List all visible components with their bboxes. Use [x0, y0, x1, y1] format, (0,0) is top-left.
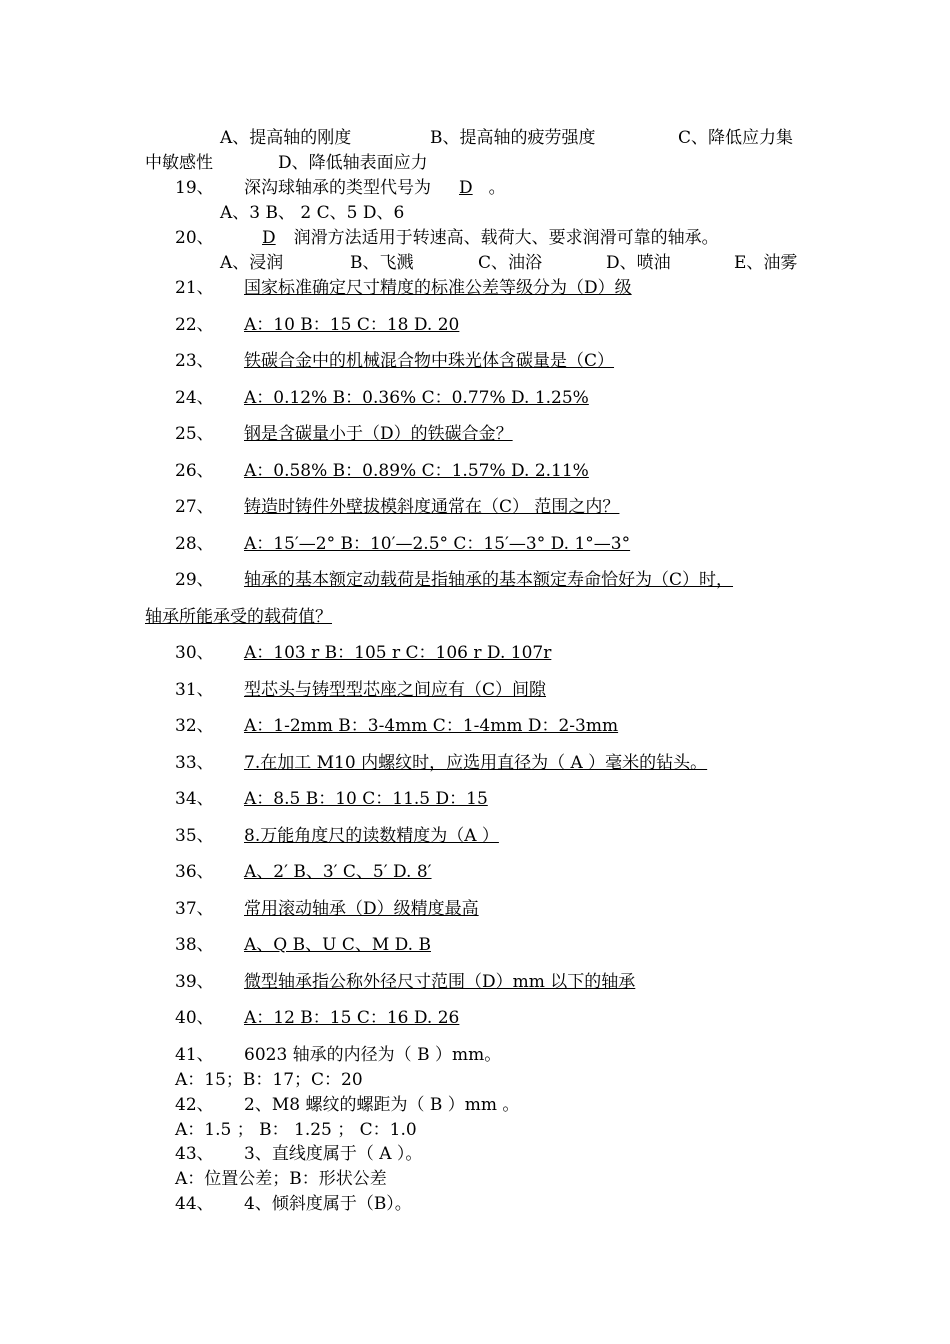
question-number: 44、 — [175, 1194, 214, 1214]
option-a: A、浸润 — [220, 253, 284, 273]
option-b: B、提高轴的疲劳强度 — [430, 128, 596, 148]
question-43-options: A：位置公差；B：形状公差 — [175, 1169, 387, 1189]
question-number: 31、 — [175, 680, 214, 700]
question-number: 37、 — [175, 899, 214, 919]
question-number: 19、 — [175, 178, 214, 198]
question-37: 常用滚动轴承（D）级精度最高 — [244, 899, 479, 919]
question-number: 20、 — [175, 228, 214, 248]
question-number: 28、 — [175, 534, 214, 554]
question-28: A：15′—2° B：10′—2.5° C：15′—3° D. 1°—3° — [244, 534, 631, 554]
answer-blank — [431, 178, 489, 198]
question-number: 24、 — [175, 388, 214, 408]
question-40: A：12 B：15 C：16 D. 26 — [244, 1008, 460, 1028]
question-21: 国家标准确定尺寸精度的标准公差等级分为（D）级 — [244, 278, 632, 298]
option-d: D、降低轴表面应力 — [278, 153, 428, 173]
answer-blank — [244, 228, 294, 248]
question-22: A：10 B：15 C：18 D. 20 — [244, 315, 460, 335]
question-36: A、2′ B、3′ C、5′ D. 8′ — [244, 862, 432, 882]
option-d: D、喷油 — [606, 253, 671, 273]
question-number: 22、 — [175, 315, 214, 335]
question-19 — [244, 178, 506, 198]
question-26: A：0.58% B：0.89% C：1.57% D. 2.11% — [244, 461, 589, 481]
option-c-cont: 中敏感性 — [145, 153, 213, 173]
question-41-options: A：15；B：17；C：20 — [175, 1070, 363, 1090]
question-39: 微型轴承指公称外径尺寸范围（D）mm 以下的轴承 — [244, 972, 636, 992]
question-number: 29、 — [175, 570, 214, 590]
question-number: 41、 — [175, 1045, 214, 1065]
question-35: 8.万能角度尺的读数精度为（A ） — [244, 826, 499, 846]
question-number: 21、 — [175, 278, 214, 298]
question-42: 2、M8 螺纹的螺距为（ B ）mm 。 — [244, 1095, 520, 1115]
question-29-cont: 轴承所能承受的载荷值？ — [145, 607, 332, 627]
question-number: 27、 — [175, 497, 214, 517]
option-e: E、油雾 — [734, 253, 798, 273]
question-number: 30、 — [175, 643, 214, 663]
question-41: 6023 轴承的内径为（ B ）mm。 — [244, 1045, 502, 1065]
question-30: A：103 r B：105 r C：106 r D. 107r — [244, 643, 552, 663]
option-a: A、提高轴的刚度 — [220, 128, 352, 148]
question-number: 26、 — [175, 461, 214, 481]
question-text: 润滑方法适用于转速高、载荷大、要求润滑可靠的轴承。 — [293, 228, 719, 248]
question-text: 深沟球轴承的类型代号为 — [244, 178, 431, 198]
question-24: A：0.12% B：0.36% C：0.77% D. 1.25% — [244, 388, 589, 408]
question-number: 39、 — [175, 972, 214, 992]
question-44: 4、倾斜度属于（B）。 — [244, 1194, 412, 1214]
question-number: 42、 — [175, 1095, 214, 1115]
question-27: 铸造时铸件外壁拔模斜度通常在（C） 范围之内？ — [244, 497, 620, 517]
question-number: 34、 — [175, 789, 214, 809]
option-c: C、降低应力集 — [678, 128, 794, 148]
question-text-end: 。 — [488, 178, 506, 198]
question-number: 40、 — [175, 1008, 214, 1028]
question-number: 36、 — [175, 862, 214, 882]
question-number: 25、 — [175, 424, 214, 444]
question-42-options: A：1.5 ； B： 1.25 ； C：1.0 — [175, 1120, 417, 1140]
question-38: A、Q B、U C、M D. B — [244, 935, 431, 955]
question-34: A：8.5 B：10 C：11.5 D：15 — [244, 789, 488, 809]
question-number: 33、 — [175, 753, 214, 773]
question-25: 钢是含碳量小于（D）的铁碳合金？ — [244, 424, 513, 444]
question-number: 23、 — [175, 351, 214, 371]
question-number: 43、 — [175, 1144, 214, 1164]
question-29: 轴承的基本额定动载荷是指轴承的基本额定寿命恰好为（C）时， — [244, 570, 734, 590]
option-c: C、油浴 — [478, 253, 543, 273]
answer-text: D — [459, 178, 473, 198]
question-23: 铁碳合金中的机械混合物中珠光体含碳量是（C） — [244, 351, 615, 371]
question-number: 32、 — [175, 716, 214, 736]
question-20 — [244, 228, 719, 248]
question-number: 35、 — [175, 826, 214, 846]
question-31: 型芯头与铸型型芯座之间应有（C）间隙 — [244, 680, 547, 700]
question-number: 38、 — [175, 935, 214, 955]
question-43: 3、直线度属于（ A ）。 — [244, 1144, 423, 1164]
question-32: A：1-2mm B：3-4mm C：1-4mm D：2-3mm — [244, 716, 619, 736]
answer-text: D — [262, 228, 276, 248]
question-19-options: A、3 B、 2 C、5 D、6 — [220, 203, 405, 223]
question-33: 7.在加工 M10 内螺纹时，应选用直径为（ A ）毫米的钻头。 — [244, 753, 708, 773]
option-b: B、飞溅 — [350, 253, 414, 273]
